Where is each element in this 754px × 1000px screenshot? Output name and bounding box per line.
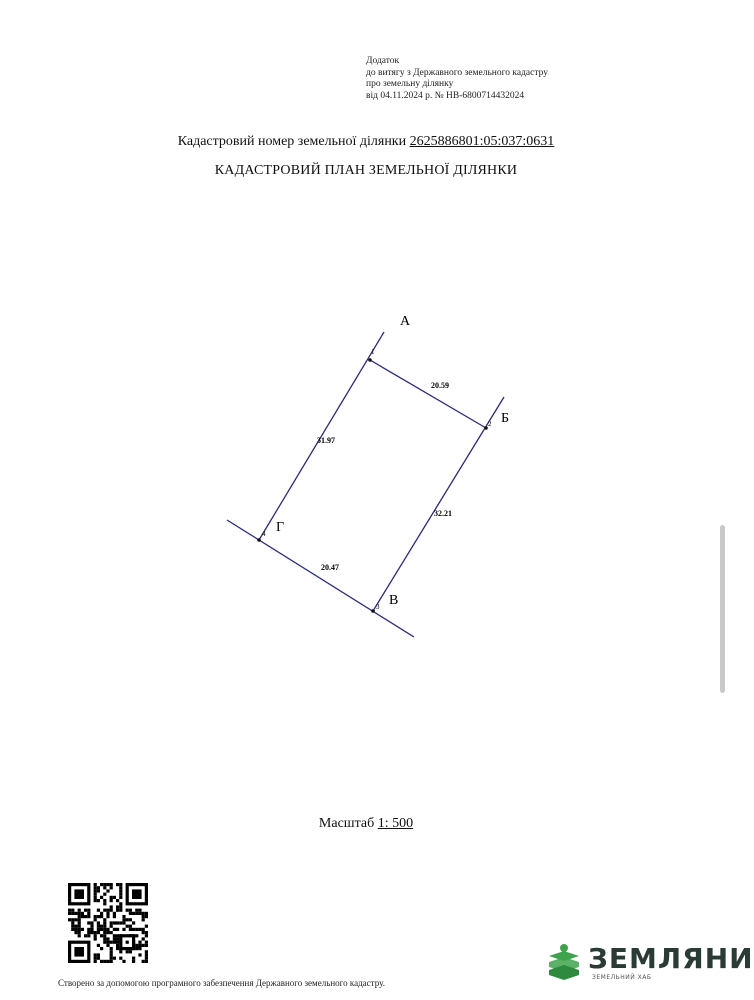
vertex-point-g	[257, 538, 261, 542]
addendum-line: Додаток	[366, 56, 400, 66]
scale-line	[0, 816, 732, 832]
vertex-point-a	[368, 358, 372, 362]
edge-length-g-a: 31.97	[317, 436, 335, 445]
addendum-line: від 04.11.2024 р. № НВ-6800714432024	[366, 90, 525, 101]
scale-value: 1: 500	[377, 816, 414, 831]
vertex-index-a: 1	[371, 348, 375, 356]
addendum-line: про земельну ділянку	[366, 79, 454, 89]
edge-line-v-g	[227, 520, 414, 637]
edge-length-a-b: 20.59	[431, 381, 449, 390]
vertex-label-v: В	[389, 593, 399, 608]
brand-logo	[546, 940, 754, 990]
zemlyany-logo-icon	[546, 942, 582, 982]
vertex-index-v: 3	[376, 603, 380, 611]
vertex-label-b: Б	[501, 411, 510, 426]
brand-name: ЗЕМЛЯНИ	[588, 942, 754, 975]
edge-line-b-v	[373, 397, 504, 611]
vertex-index-g: 4	[262, 530, 266, 538]
addendum-line: до витягу з Державного земельного кадастру	[366, 67, 549, 78]
vertex-label-a: А	[400, 314, 411, 329]
edge-length-v-g: 20.47	[321, 563, 339, 572]
plan-title: КАДАСТРОВИЙ ПЛАН ЗЕМЕЛЬНОЇ ДІЛЯНКИ	[214, 163, 518, 178]
cadastral-number: 2625886801:05:037:0631	[409, 134, 555, 149]
scrollbar-thumb[interactable]	[720, 525, 725, 693]
vertex-point-v	[371, 609, 375, 613]
footer-note: Створено за допомогою програмного забезпечення Державного земельного кадастру.	[58, 978, 385, 988]
edge-length-b-v: 32.21	[434, 509, 452, 518]
vertex-index-b: 2	[488, 420, 492, 428]
scale-label: Масштаб	[318, 816, 375, 831]
edge-line-a-b	[370, 360, 486, 428]
cadastral-label: Кадастровий номер земельної ділянки	[177, 134, 407, 149]
brand-tagline: ЗЕМЕЛЬНИЙ ХАБ	[592, 974, 652, 981]
vertex-label-g: Г	[276, 520, 285, 535]
qr-code-icon	[68, 883, 148, 963]
